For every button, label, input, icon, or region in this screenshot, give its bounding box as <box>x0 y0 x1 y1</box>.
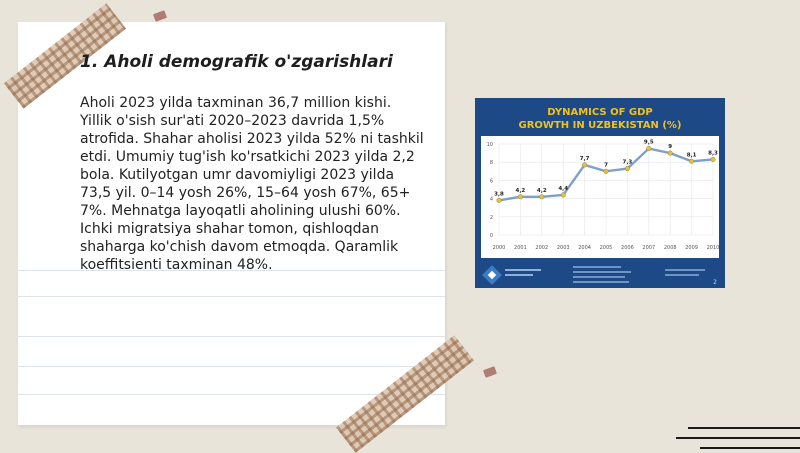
slide-title: 1. Aholi demografik o'zgarishlari <box>80 52 393 72</box>
tape-marker <box>153 10 167 22</box>
data-label: 7,3 <box>622 159 633 166</box>
decorative-line <box>688 427 800 429</box>
x-tick-label: 2002 <box>535 245 549 251</box>
footer-email-text <box>665 269 705 271</box>
x-tick-label: 2009 <box>685 245 698 251</box>
tape-marker <box>483 366 497 378</box>
y-tick-label: 6 <box>489 178 493 185</box>
data-point <box>582 163 587 168</box>
paper-rule <box>18 336 445 337</box>
chart-title-line1: DYNAMICS OF GDP <box>547 107 653 118</box>
footer-contact-text <box>573 276 625 278</box>
decorative-line <box>676 437 800 439</box>
data-point <box>540 194 545 199</box>
x-tick-label: 2000 <box>492 245 506 251</box>
data-point <box>711 157 716 162</box>
data-label: 8,1 <box>686 152 697 159</box>
footer-contact-text <box>573 281 629 283</box>
data-point <box>518 194 523 199</box>
x-tick-label: 2003 <box>556 245 570 251</box>
footer-logo-text <box>505 274 533 276</box>
footer-contact-text <box>573 271 631 273</box>
data-label: 9 <box>668 144 673 151</box>
footer-logo-text <box>505 269 541 271</box>
data-point <box>647 146 652 151</box>
data-point <box>668 151 673 156</box>
data-label: 4,4 <box>558 185 569 192</box>
chart-title-line2: GROWTH IN UZBEKISTAN (%) <box>518 120 682 131</box>
gdp-chart-image <box>475 98 725 288</box>
x-tick-label: 2010 <box>706 245 720 251</box>
y-tick-label: 4 <box>489 196 493 203</box>
x-tick-label: 2006 <box>621 245 634 251</box>
data-point <box>604 169 609 174</box>
data-label: 7,7 <box>579 155 590 162</box>
x-tick-label: 2001 <box>514 245 527 251</box>
gdp-chart-svg <box>475 98 725 288</box>
y-tick-label: 0 <box>489 233 493 239</box>
y-tick-label: 10 <box>486 142 493 148</box>
data-point <box>561 193 566 198</box>
x-tick-label: 2005 <box>599 245 613 251</box>
data-label: 9,5 <box>643 139 654 146</box>
data-point <box>497 198 502 203</box>
decorative-line <box>700 447 800 449</box>
slide-body-text: Aholi 2023 yilda taxminan 36,7 million kishi. Yillik o'sish sur'ati 2020–2023 davrida 1,5% atrofida. Shahar aholisi 2023 yilda 52% ni tashkil etdi. Umumiy tug'ish ko'rsatkichi 2023 yilda 2,2 bola. Kutilyotgan umr davomiyligi 2023 yilda 73,5 yil. 0–14 yosh 26%, 15–64 yosh 67%, 65+ 7%. Mehnatga layoqatli aholining ulushi 60%. Ichki migratsiya shahar tomon, qishloqdan shaharga ko'chish davom etmoqda. Qaramlik koeffitsienti taxminan 48%. <box>80 95 424 273</box>
y-tick-label: 8 <box>489 160 493 167</box>
footer-email-text <box>665 274 699 276</box>
x-tick-label: 2007 <box>642 245 656 251</box>
paper-rule <box>18 366 445 367</box>
footer-contact-text <box>573 266 621 268</box>
data-point <box>625 166 630 171</box>
data-point <box>689 159 694 164</box>
data-label: 7 <box>604 162 608 169</box>
data-label: 8,3 <box>708 150 718 157</box>
chart-page-number: 2 <box>713 279 717 286</box>
paper-rule <box>18 296 445 297</box>
x-tick-label: 2008 <box>663 245 677 251</box>
data-label: 4,2 <box>515 187 526 194</box>
x-tick-label: 2004 <box>578 245 591 251</box>
data-label: 3,8 <box>494 191 504 198</box>
data-label: 4,2 <box>536 187 547 194</box>
y-tick-label: 2 <box>489 214 493 221</box>
